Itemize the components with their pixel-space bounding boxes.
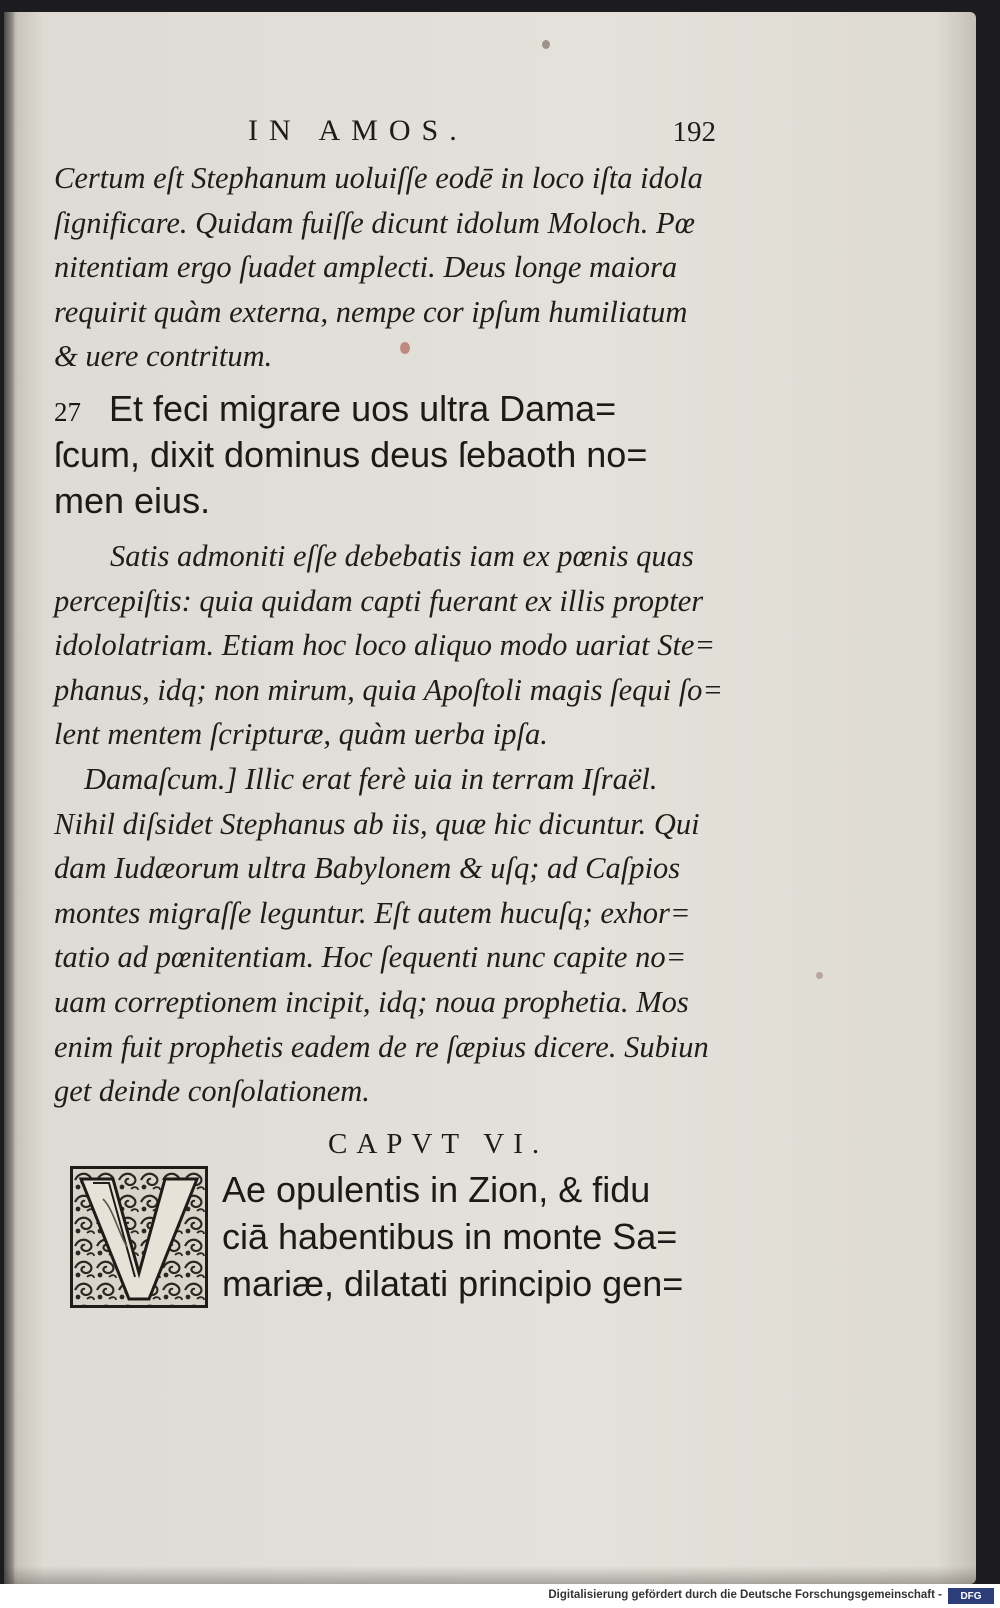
page-edge-shadow: [4, 1566, 976, 1584]
chapter-text: [222, 1166, 722, 1307]
verse-text: Et feci migrare uos ultra Dama=: [109, 388, 617, 429]
text-line: get deinde conſolationem.: [54, 1074, 370, 1109]
running-head: [248, 114, 716, 154]
text-line: lent mentem ſcripturæ, quàm uerba ipſa.: [54, 717, 548, 752]
running-title: IN AMOS.: [248, 114, 468, 147]
chapter-line: mariæ, dilatati principio gen=: [222, 1263, 684, 1304]
verse-number: 27: [54, 397, 81, 427]
text-line: uam correptionem incipit, idq; noua prophetia. Mos: [54, 984, 689, 1019]
text-line: Damaſcum.] Illic erat ferè uia in terram Iſraël.: [84, 761, 658, 796]
verse-line: ſcum, dixit dominus deus ſebaoth no=: [54, 434, 648, 475]
ink-stain: [542, 40, 550, 49]
text-line: Satis admoniti eſſe debebatis iam ex pœnis quas: [110, 539, 694, 573]
text-line: enim fuit prophetis eadem de re ſæpius dicere. Subiun: [54, 1029, 709, 1064]
chapter-heading: CAPVT VI.: [328, 1128, 549, 1160]
chapter-line: Ae opulentis in Zion, & fidu: [222, 1169, 651, 1210]
funding-notice: Digitalisierung gefördert durch die Deutsche Forschungsgemeinschaft -: [548, 1589, 942, 1601]
text-line: tatio ad pœnitentiam. Hoc ſequenti nunc capite no=: [54, 940, 687, 975]
text-line: nitentiam ergo ſuadet amplecti. Deus longe maiora: [54, 250, 678, 285]
text-line: montes migraſſe leguntur. Eſt autem hucuſq; exhor=: [54, 895, 691, 930]
ink-stain: [816, 972, 823, 979]
decorated-initial-ornament: [73, 1169, 205, 1305]
chapter-line: ciā habentibus in monte Sa=: [222, 1216, 678, 1257]
decorated-initial: [70, 1166, 208, 1308]
text-line: Certum eſt Stephanum uoluiſſe eodē in loco iſta idola: [54, 161, 703, 195]
text-line: ſignificare. Quidam fuiſſe dicunt idolum Moloch. Pœ: [54, 205, 695, 240]
dfg-logo: DFG: [948, 1588, 994, 1604]
text-line: idololatriam. Etiam hoc loco aliquo modo uariat Ste=: [54, 628, 716, 663]
page-spine: [4, 12, 14, 1584]
footer-bar: [0, 1584, 1000, 1608]
commentary-bottom: [54, 534, 724, 1114]
text-line: percepiſtis: quia quidam capti fuerant ex illis propter: [54, 583, 704, 618]
verse-line: [54, 386, 734, 432]
page-number: 192: [672, 116, 716, 148]
text-line: Nihil diſsidet Stephanus ab iis, quæ hic dicuntur. Qui: [54, 806, 700, 841]
text-line: requirit quàm externa, nempe cor ipſum humiliatum: [54, 294, 688, 329]
verse-line: men eius.: [54, 480, 211, 521]
text-line: phanus, idq; non mirum, quia Apoſtoli magis ſequi ſo=: [54, 672, 724, 707]
text-line: dam Iudæorum ultra Babylonem & uſq; ad Caſpios: [54, 851, 681, 886]
text-line: & uere contritum.: [54, 339, 273, 374]
bible-verse: [54, 386, 734, 524]
commentary-top: [54, 156, 724, 379]
